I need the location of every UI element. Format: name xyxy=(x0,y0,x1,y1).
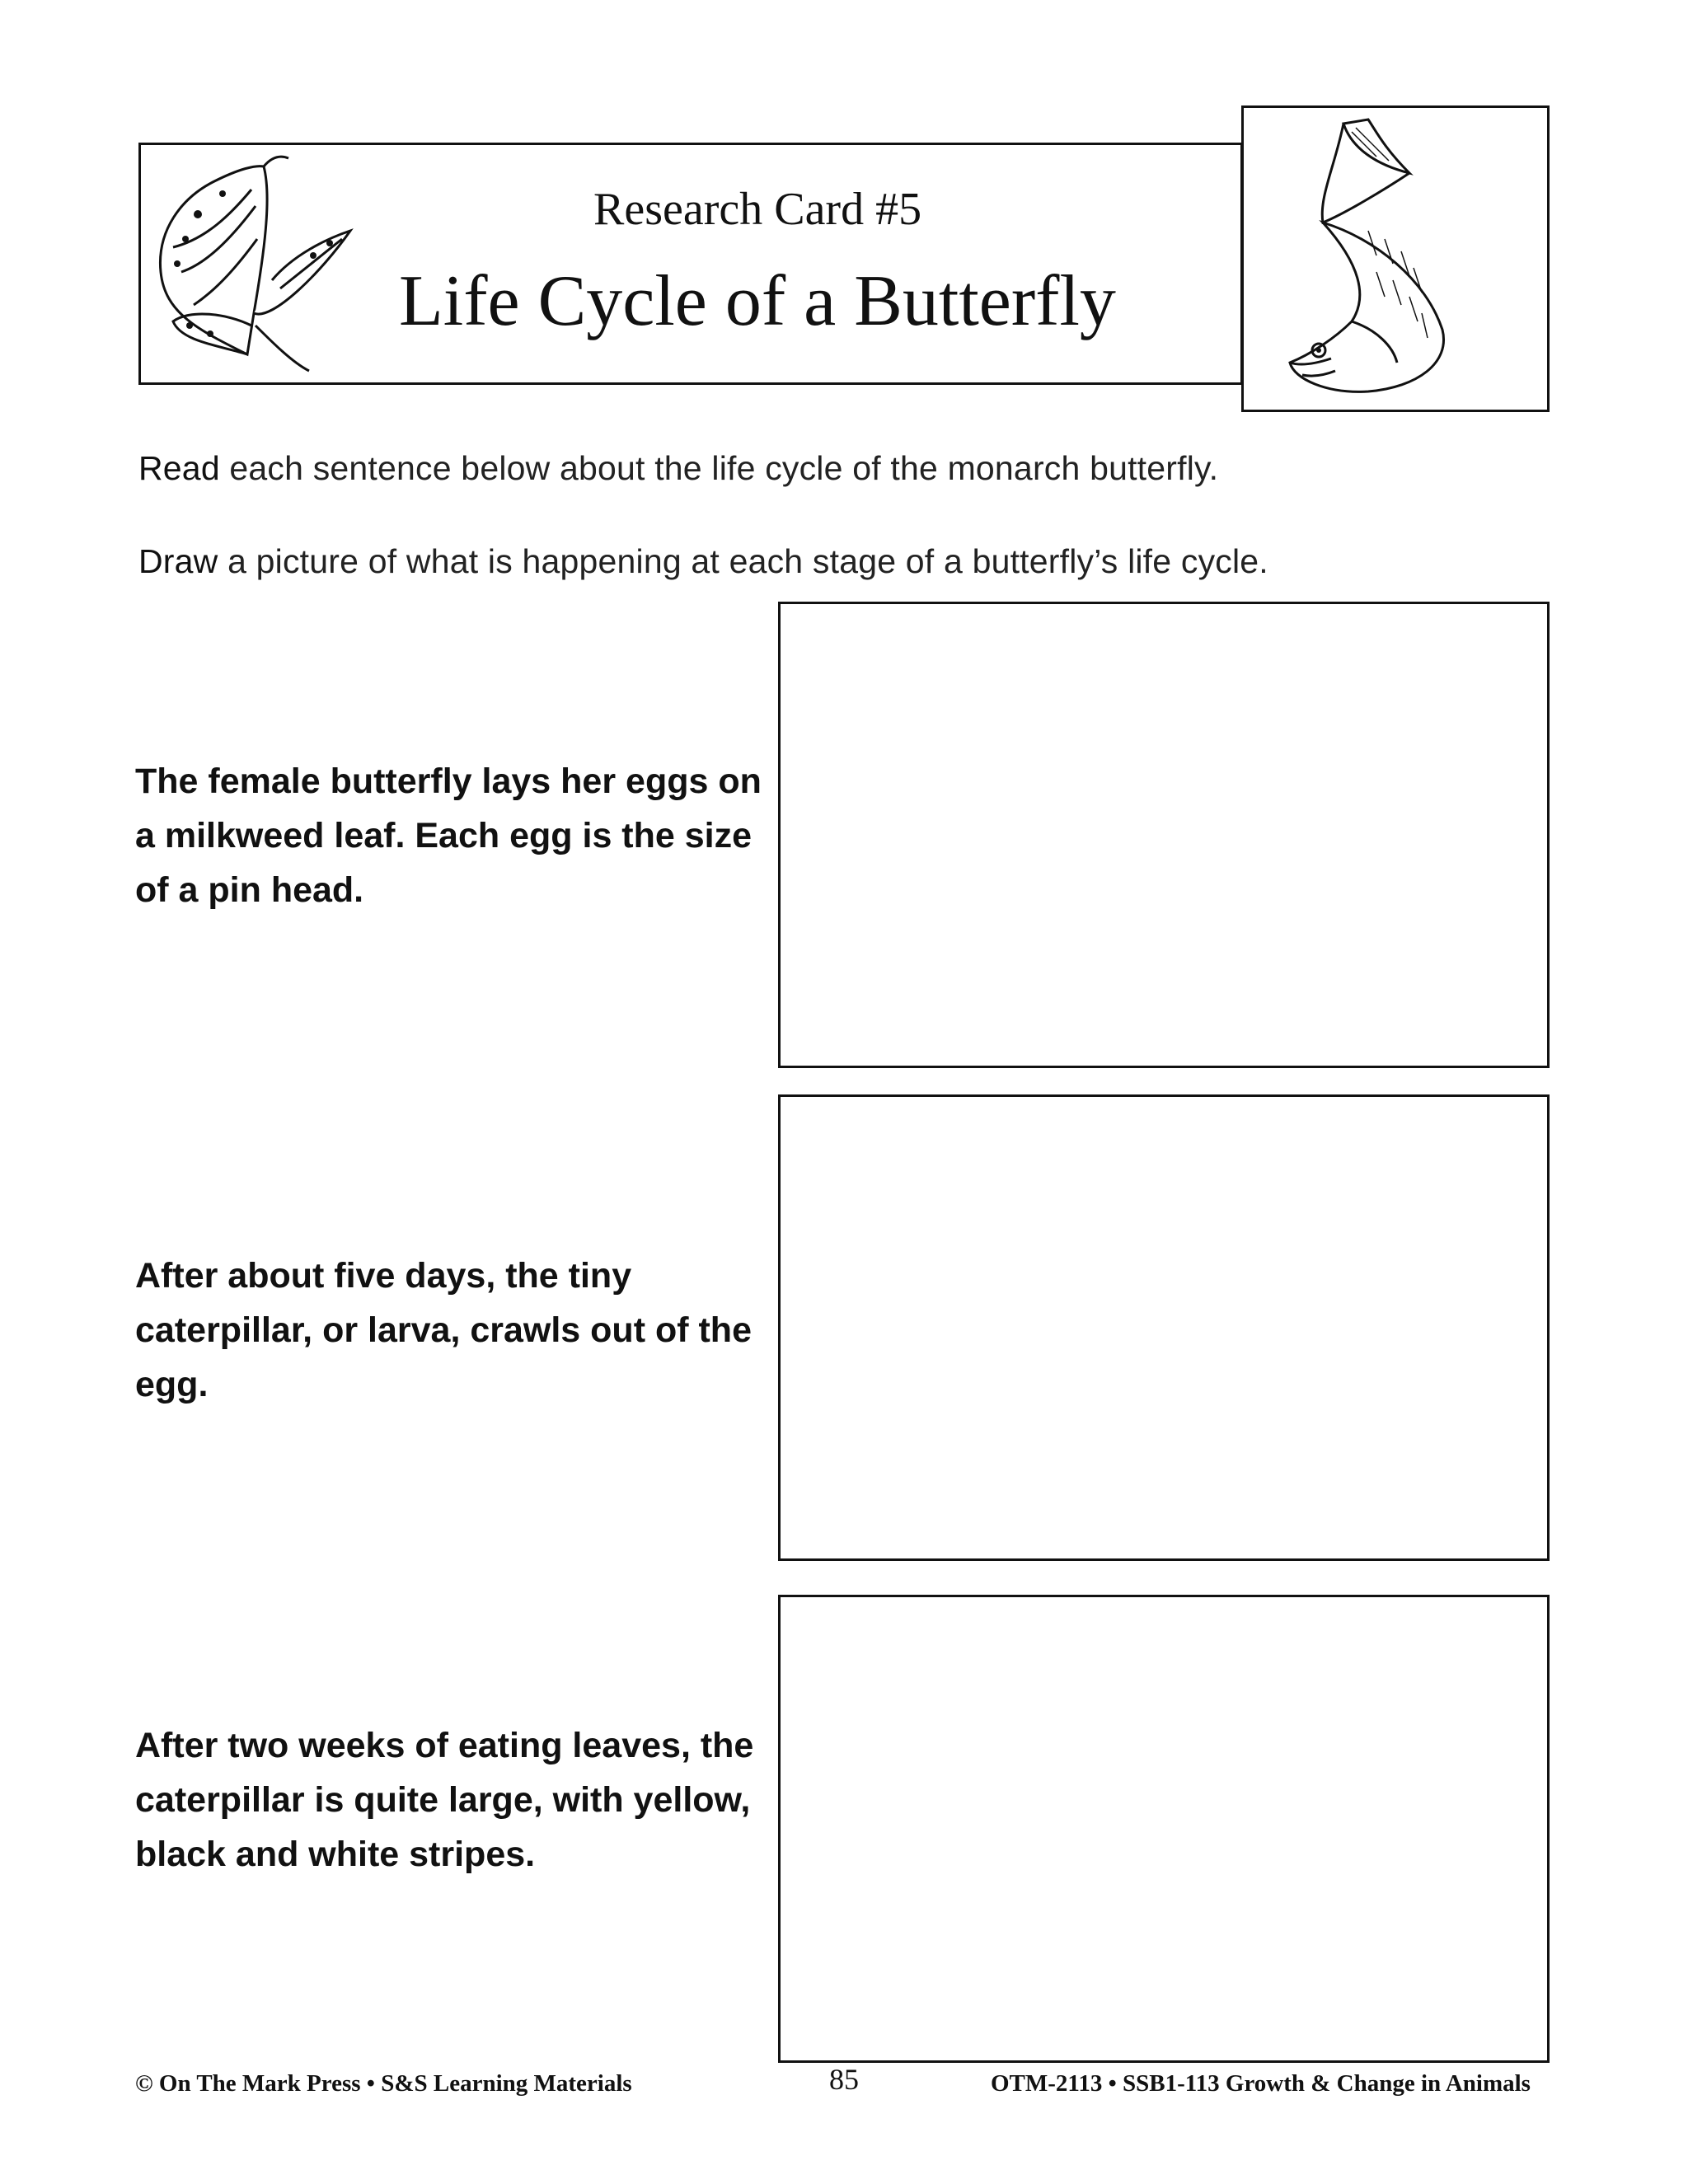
stage-1-drawing-box[interactable] xyxy=(778,602,1550,1068)
instruction-text: each sentence below about the life cycle of the monarch butterfly. xyxy=(219,449,1219,487)
card-subtitle: Research Card #5 xyxy=(593,184,922,235)
instruction-lead: Draw xyxy=(138,542,218,580)
instruction-draw xyxy=(138,542,1268,581)
page-title: Life Cycle of a Butterfly xyxy=(399,261,1116,341)
instruction-read xyxy=(138,449,1218,488)
footer-publisher: © On The Mark Press • S&S Learning Materials xyxy=(135,2070,632,2097)
footer-series: OTM-2113 • SSB1-113 Growth & Change in Animals xyxy=(991,2070,1531,2097)
instruction-lead: Read xyxy=(138,449,220,487)
stage-3-drawing-box[interactable] xyxy=(778,1595,1550,2063)
stage-1-text: The female butterfly lays her eggs on a milkweed leaf. Each egg is the size of a pin head. xyxy=(135,762,762,910)
page-number: 85 xyxy=(829,2063,859,2096)
stage-3-text: After two weeks of eating leaves, the caterpillar is quite large, with yellow, black and white stripes. xyxy=(135,1726,754,1874)
fish-icon xyxy=(1253,115,1533,404)
instruction-text: a picture of what is happening at each stage of a butterfly’s life cycle. xyxy=(218,542,1268,580)
stage-2-drawing-box[interactable] xyxy=(778,1094,1550,1561)
butterfly-icon xyxy=(148,148,363,379)
stage-2-text: After about five days, the tiny caterpillar, or larva, crawls out of the egg. xyxy=(135,1256,752,1404)
